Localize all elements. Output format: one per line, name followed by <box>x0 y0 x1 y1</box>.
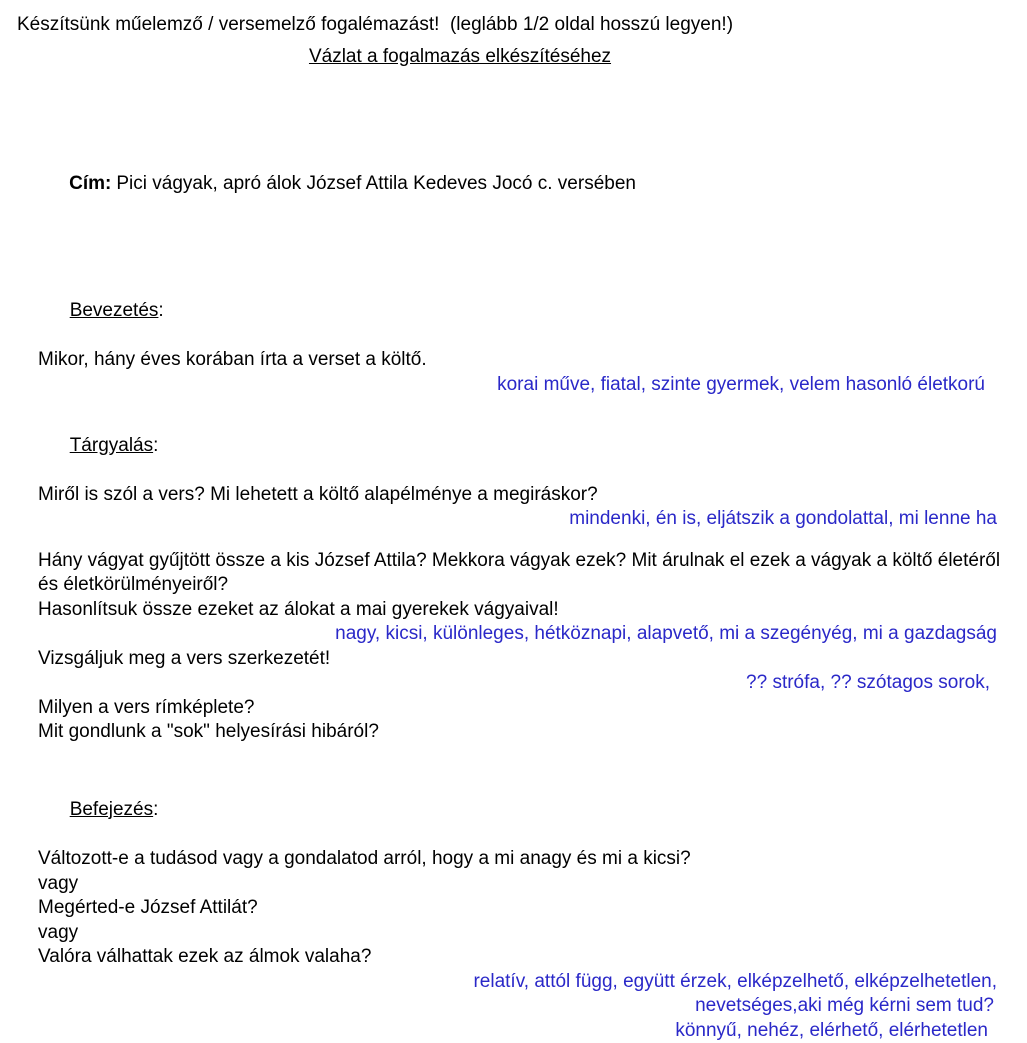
targyalas-question-5: Milyen a vers rímképlete? <box>38 696 1002 721</box>
befejezes-heading <box>38 774 1002 848</box>
outline-title-wrap <box>0 45 920 70</box>
befejezes-note-3: könnyű, nehéz, elérhető, elérhetetlen <box>0 1019 988 1043</box>
befejezes-note-1: relatív, attól függ, együtt érzek, elképzelhető, elképzelhetetlen, <box>0 970 997 995</box>
targyalas-question-6: Mit gondlunk a "sok" helyesírási hibáról? <box>38 720 1002 745</box>
befejezes-question-2: Megérted-e József Attilát? <box>38 896 1002 921</box>
targyalas-note-3: ?? strófa, ?? szótagos sorok, <box>0 671 990 696</box>
befejezes-heading-colon: : <box>153 799 158 820</box>
targyalas-question-3: Hasonlítsuk össze ezeket az álokat a mai gyerekek vágyaival! <box>38 598 1002 623</box>
section-befejezes <box>0 774 1027 1043</box>
cim-label: Cím: <box>69 173 111 194</box>
befejezes-or-1: vagy <box>38 872 1002 897</box>
bevezetes-question-1: Mikor, hány éves korában írta a verset a költő. <box>38 348 1002 373</box>
targyalas-heading-colon: : <box>153 435 158 456</box>
outline-title: Vázlat a fogalmazás elkészítéséhez <box>309 46 611 67</box>
targyalas-question-2: Hány vágyat gyűjtött össze a kis József Attila? Mekkora vágyak ezek? Mit árulnak el ezek a vágyak a költő életéről és életkörülményeiről? <box>38 549 1002 598</box>
targyalas-note-2: nagy, kicsi, különleges, hétköznapi, alapvető, mi a szegényég, mi a gazdagság <box>0 622 997 647</box>
targyalas-question-1: Miről is szól a vers? Mi lehetett a költő alapélménye a megiráskor? <box>38 483 1002 508</box>
targyalas-question-4: Vizsgáljuk meg a vers szerkezetét! <box>38 647 1002 672</box>
poem-title-line <box>48 147 1027 221</box>
section-targyalas <box>0 409 1027 745</box>
befejezes-heading-text: Befejezés <box>70 799 153 820</box>
bevezetes-heading-colon: : <box>158 300 163 321</box>
instruction-line: Készítsünk műelemző / versemelző fogalémazást! (leglább 1/2 oldal hosszú legyen!) <box>17 13 1027 38</box>
bevezetes-note-1: korai műve, fiatal, szinte gyermek, velem hasonló életkorú <box>0 373 985 398</box>
befejezes-or-2: vagy <box>38 921 1002 946</box>
cim-value: Pici vágyak, apró álok József Attila Kedeves Jocó c. versében <box>116 173 636 194</box>
section-bevezetes <box>0 275 1027 398</box>
bevezetes-heading <box>38 275 1002 349</box>
targyalas-heading <box>38 409 1002 483</box>
targyalas-heading-text: Tárgyalás <box>70 435 153 456</box>
befejezes-question-1: Változott-e a tudásod vagy a gondalatod arról, hogy a mi anagy és mi a kicsi? <box>38 847 1002 872</box>
befejezes-note-2: nevetséges,aki még kérni sem tud? <box>0 994 994 1019</box>
bevezetes-heading-text: Bevezetés <box>70 300 159 321</box>
befejezes-question-3: Valóra válhattak ezek az álmok valaha? <box>38 945 1002 970</box>
targyalas-note-1: mindenki, én is, eljátszik a gondolattal, mi lenne ha <box>0 507 997 532</box>
